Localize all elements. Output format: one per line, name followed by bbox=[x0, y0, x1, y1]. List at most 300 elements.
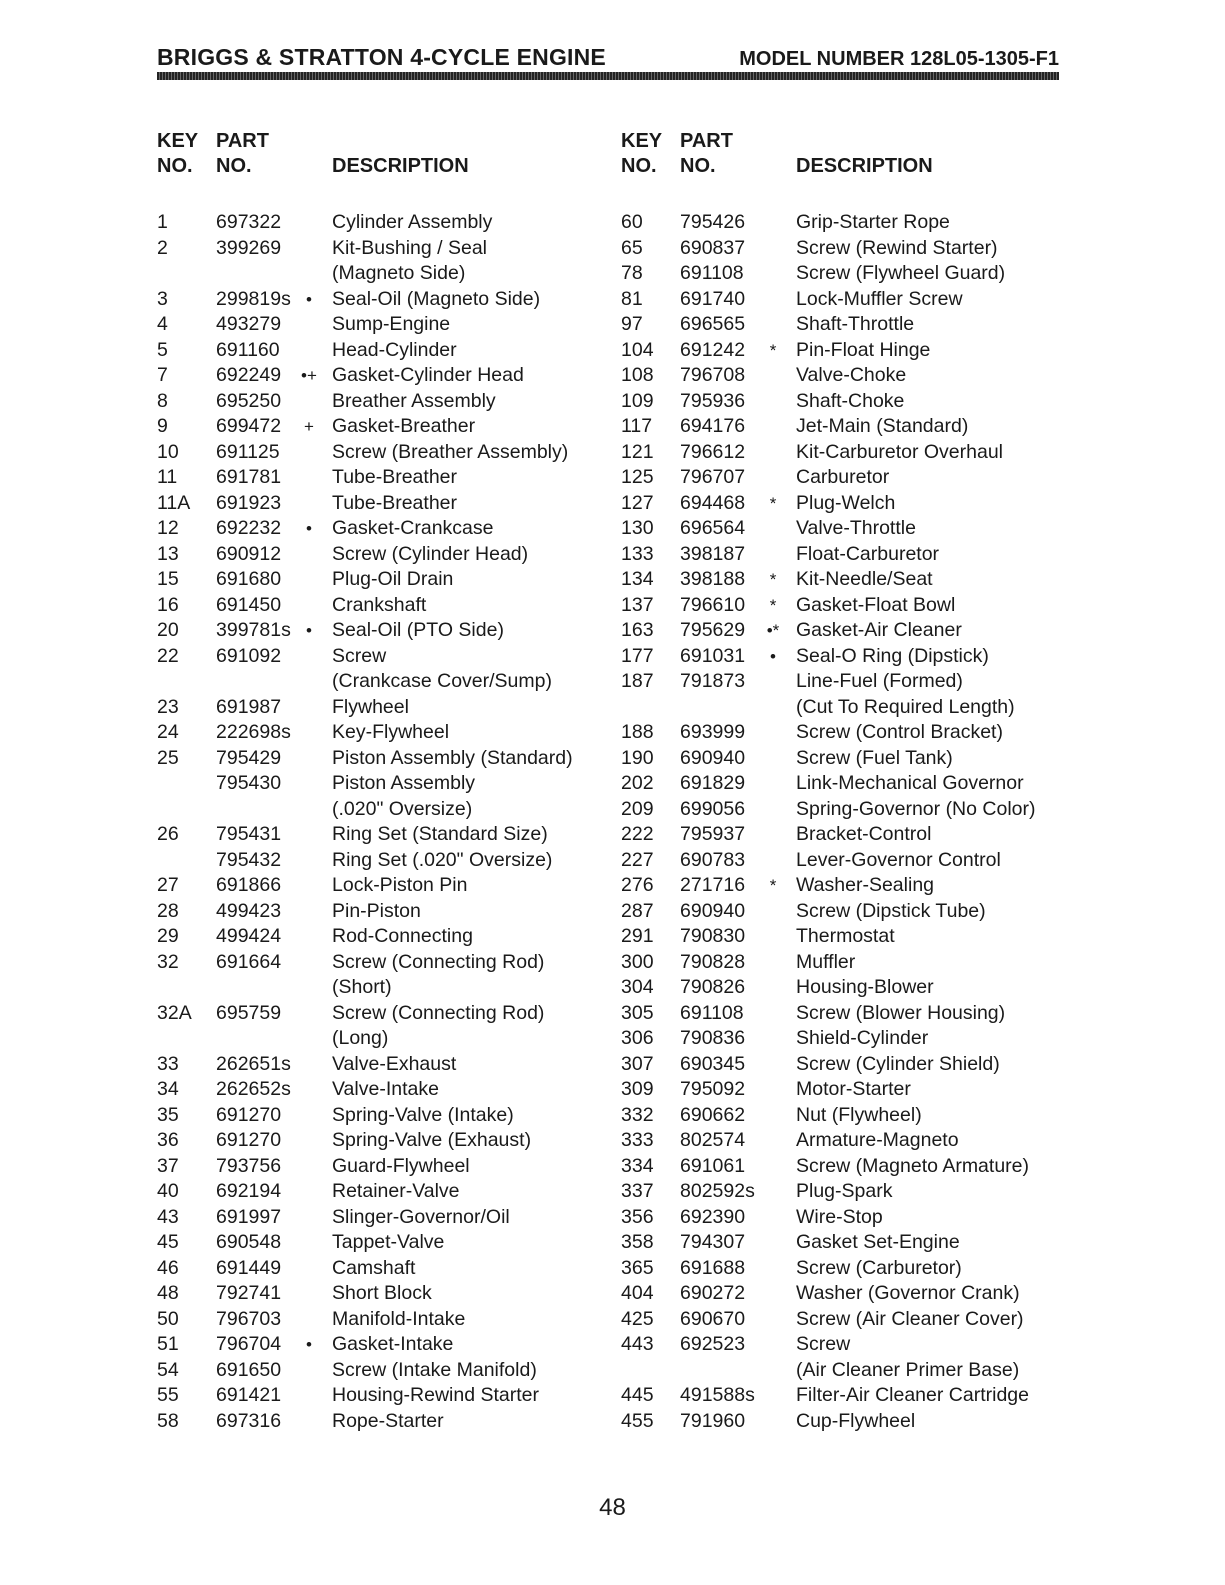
table-row bbox=[157, 873, 627, 899]
table-row bbox=[157, 950, 627, 976]
table-row bbox=[157, 312, 627, 338]
part-description: Screw bbox=[332, 644, 387, 667]
part-description: Valve-Intake bbox=[332, 1078, 439, 1100]
part-no: 695250 bbox=[216, 389, 282, 412]
part-no: 795936 bbox=[680, 389, 746, 412]
part-header-no: NO. bbox=[680, 155, 716, 177]
table-row bbox=[621, 1409, 1091, 1435]
part-no: 691664 bbox=[216, 950, 282, 973]
key-no: 78 bbox=[621, 262, 643, 284]
part-mark: •* bbox=[766, 621, 780, 640]
part-description: Screw (Fuel Tank) bbox=[796, 746, 953, 769]
part-description: Seal-Oil (Magneto Side) bbox=[332, 287, 541, 310]
part-description: Ring Set (.020" Oversize) bbox=[332, 848, 553, 871]
part-description: Gasket-Intake bbox=[332, 1333, 454, 1355]
key-no: 11 bbox=[157, 466, 178, 488]
key-no: 455 bbox=[621, 1409, 654, 1432]
part-description: Kit-Carburetor Overhaul bbox=[796, 440, 1003, 463]
key-no: 108 bbox=[621, 364, 654, 386]
table-row bbox=[621, 593, 1091, 619]
key-no: 445 bbox=[621, 1384, 654, 1406]
part-no: 690272 bbox=[680, 1282, 746, 1304]
part-no: 691987 bbox=[216, 695, 282, 718]
part-description: Screw (Cylinder Head) bbox=[332, 542, 529, 565]
part-no: 691125 bbox=[216, 440, 280, 463]
column-header bbox=[621, 130, 1091, 210]
key-no: 97 bbox=[621, 313, 643, 335]
part-description: Lock-Piston Pin bbox=[332, 874, 468, 896]
table-row bbox=[157, 771, 627, 797]
part-no: 790830 bbox=[680, 925, 746, 947]
part-description: Screw (Air Cleaner Cover) bbox=[796, 1307, 1024, 1330]
key-no: 22 bbox=[157, 644, 179, 667]
part-no: 696564 bbox=[680, 517, 746, 539]
key-no: 23 bbox=[157, 695, 179, 718]
table-row bbox=[621, 210, 1091, 236]
key-no: 121 bbox=[621, 440, 654, 463]
key-no: 20 bbox=[157, 619, 179, 641]
table-row bbox=[621, 542, 1091, 568]
table-row bbox=[157, 261, 627, 287]
part-description: Rope-Starter bbox=[332, 1409, 444, 1432]
key-no: 305 bbox=[621, 1001, 654, 1024]
part-no: 794307 bbox=[680, 1231, 746, 1253]
part-description: Short Block bbox=[332, 1282, 432, 1304]
key-no: 306 bbox=[621, 1027, 654, 1049]
part-no: 691108 bbox=[680, 1001, 744, 1024]
part-no: 690662 bbox=[680, 1103, 746, 1126]
table-row bbox=[621, 848, 1091, 874]
part-no: 796704 bbox=[216, 1333, 282, 1355]
part-mark: • bbox=[306, 519, 312, 538]
table-row bbox=[157, 1281, 627, 1307]
header-rule bbox=[157, 72, 1059, 80]
table-row bbox=[157, 236, 627, 262]
table-row bbox=[621, 363, 1091, 389]
part-mark: * bbox=[769, 595, 777, 615]
part-description: Seal-O Ring (Dipstick) bbox=[796, 644, 989, 667]
part-mark: •+ bbox=[301, 366, 317, 385]
key-header-no: NO. bbox=[621, 155, 657, 177]
key-no: 7 bbox=[157, 364, 168, 386]
part-description: Carburetor bbox=[796, 466, 890, 488]
key-no: 2 bbox=[157, 236, 168, 259]
description-header: DESCRIPTION bbox=[796, 155, 933, 177]
table-row bbox=[621, 1179, 1091, 1205]
key-no: 287 bbox=[621, 899, 654, 922]
key-no: 12 bbox=[157, 517, 179, 539]
key-no: 15 bbox=[157, 568, 179, 590]
key-no: 227 bbox=[621, 848, 654, 871]
key-no: 188 bbox=[621, 721, 654, 743]
part-header: PART bbox=[680, 130, 733, 152]
key-no: 358 bbox=[621, 1231, 654, 1253]
key-no: 45 bbox=[157, 1231, 179, 1253]
part-description: Float-Carburetor bbox=[796, 542, 940, 565]
table-row bbox=[621, 669, 1091, 695]
part-no: 795431 bbox=[216, 823, 282, 845]
table-row bbox=[157, 1358, 627, 1384]
table-row bbox=[157, 1230, 627, 1256]
table-row bbox=[157, 797, 627, 823]
part-description: Wire-Stop bbox=[796, 1205, 883, 1228]
part-no: 791873 bbox=[680, 670, 746, 692]
table-row bbox=[621, 389, 1091, 415]
table-row bbox=[157, 1154, 627, 1180]
key-no: 3 bbox=[157, 287, 168, 310]
parts-column-left bbox=[157, 130, 627, 1434]
part-description: Gasket-Crankcase bbox=[332, 517, 494, 539]
key-no: 54 bbox=[157, 1358, 179, 1381]
part-description: (Magneto Side) bbox=[332, 262, 466, 284]
key-no: 291 bbox=[621, 925, 654, 947]
part-description: Thermostat bbox=[796, 925, 895, 947]
table-row bbox=[157, 644, 627, 670]
part-description: Valve-Choke bbox=[796, 364, 907, 386]
part-no: 692249 bbox=[216, 364, 282, 386]
key-no: 81 bbox=[621, 287, 643, 310]
part-no: 691160 bbox=[216, 338, 280, 361]
part-no: 691740 bbox=[680, 287, 746, 310]
part-description: Washer-Sealing bbox=[796, 874, 935, 896]
model-number: MODEL NUMBER 128L05-1305-F1 bbox=[739, 48, 1059, 70]
description-header: DESCRIPTION bbox=[332, 155, 469, 177]
key-header: KEY bbox=[621, 130, 663, 152]
part-description: Housing-Rewind Starter bbox=[332, 1384, 540, 1406]
part-no: 699472 bbox=[216, 415, 282, 437]
part-header-no: NO. bbox=[216, 155, 252, 177]
table-row bbox=[621, 414, 1091, 440]
part-no: 691270 bbox=[216, 1129, 282, 1151]
part-no: 499424 bbox=[216, 925, 282, 947]
key-no: 46 bbox=[157, 1256, 179, 1279]
key-no: 58 bbox=[157, 1409, 179, 1432]
table-row bbox=[157, 1256, 627, 1282]
key-no: 40 bbox=[157, 1180, 179, 1202]
table-row bbox=[621, 567, 1091, 593]
part-description: (Air Cleaner Primer Base) bbox=[796, 1358, 1020, 1381]
key-no: 11A bbox=[157, 491, 191, 514]
key-no: 5 bbox=[157, 338, 168, 361]
part-no: 691680 bbox=[216, 568, 282, 590]
table-row bbox=[157, 516, 627, 542]
key-no: 307 bbox=[621, 1052, 654, 1075]
key-no: 8 bbox=[157, 389, 168, 412]
table-row bbox=[157, 210, 627, 236]
part-no: 398188 bbox=[680, 568, 746, 590]
part-description: (Long) bbox=[332, 1027, 389, 1049]
table-row bbox=[621, 312, 1091, 338]
part-no: 697316 bbox=[216, 1409, 282, 1432]
key-no: 134 bbox=[621, 568, 654, 590]
part-description: Breather Assembly bbox=[332, 389, 496, 412]
table-row bbox=[157, 1307, 627, 1333]
key-no: 1 bbox=[157, 211, 168, 233]
part-no: 691688 bbox=[680, 1256, 746, 1279]
table-row bbox=[621, 1103, 1091, 1129]
part-description: Pin-Float Hinge bbox=[796, 338, 931, 361]
part-description: Washer (Governor Crank) bbox=[796, 1282, 1020, 1304]
part-mark: • bbox=[306, 621, 312, 640]
part-no: 790836 bbox=[680, 1027, 746, 1049]
table-row bbox=[621, 1307, 1091, 1333]
part-no: 691270 bbox=[216, 1103, 282, 1126]
key-no: 443 bbox=[621, 1333, 654, 1355]
part-description: Shaft-Throttle bbox=[796, 313, 915, 335]
part-description: Cup-Flywheel bbox=[796, 1409, 916, 1432]
table-row bbox=[621, 1077, 1091, 1103]
part-description: Spring-Valve (Intake) bbox=[332, 1103, 514, 1126]
part-mark: * bbox=[769, 493, 777, 513]
part-no: 690940 bbox=[680, 746, 746, 769]
key-no: 133 bbox=[621, 542, 654, 565]
key-no: 117 bbox=[621, 415, 653, 437]
part-no: 691092 bbox=[216, 644, 282, 667]
key-header-no: NO. bbox=[157, 155, 193, 177]
part-description: Lock-Muffler Screw bbox=[796, 287, 963, 310]
part-no: 693999 bbox=[680, 721, 746, 743]
part-no: 694176 bbox=[680, 415, 746, 437]
key-no: 10 bbox=[157, 440, 179, 463]
key-no: 222 bbox=[621, 823, 654, 845]
part-description: Screw (Blower Housing) bbox=[796, 1001, 1006, 1024]
part-no: 690548 bbox=[216, 1231, 282, 1253]
key-no: 334 bbox=[621, 1154, 654, 1177]
part-description: Nut (Flywheel) bbox=[796, 1103, 922, 1126]
key-no: 177 bbox=[621, 644, 654, 667]
table-row bbox=[621, 1205, 1091, 1231]
part-description: Seal-Oil (PTO Side) bbox=[332, 619, 504, 641]
table-row bbox=[621, 924, 1091, 950]
part-no: 690912 bbox=[216, 542, 282, 565]
part-description: (Cut To Required Length) bbox=[796, 695, 1015, 718]
part-description: Link-Mechanical Governor bbox=[796, 772, 1024, 794]
part-description: Sump-Engine bbox=[332, 313, 451, 335]
part-no: 691031 bbox=[680, 644, 746, 667]
part-no: 691108 bbox=[680, 262, 744, 284]
part-no: 262652s bbox=[216, 1078, 291, 1100]
key-no: 4 bbox=[157, 313, 168, 335]
parts-list-left bbox=[157, 210, 627, 1434]
key-no: 109 bbox=[621, 389, 654, 412]
part-no: 399269 bbox=[216, 236, 282, 259]
key-no: 37 bbox=[157, 1154, 179, 1177]
part-description: Kit-Bushing / Seal bbox=[332, 236, 488, 259]
part-no: 691781 bbox=[216, 466, 282, 488]
part-description: Key-Flywheel bbox=[332, 721, 450, 743]
part-header: PART bbox=[216, 130, 269, 152]
table-row bbox=[621, 720, 1091, 746]
part-no: 795430 bbox=[216, 772, 282, 794]
key-no: 24 bbox=[157, 721, 179, 743]
part-description: Cylinder Assembly bbox=[332, 211, 493, 233]
part-no: 791960 bbox=[680, 1409, 746, 1432]
part-description: Tappet-Valve bbox=[332, 1231, 445, 1253]
parts-column-right bbox=[621, 130, 1091, 1434]
key-header: KEY bbox=[157, 130, 199, 152]
key-no: 36 bbox=[157, 1129, 179, 1151]
table-row bbox=[621, 975, 1091, 1001]
table-row bbox=[157, 389, 627, 415]
table-row bbox=[157, 465, 627, 491]
key-no: 130 bbox=[621, 517, 654, 539]
table-row bbox=[621, 338, 1091, 364]
part-no: 493279 bbox=[216, 313, 282, 335]
key-no: 356 bbox=[621, 1205, 654, 1228]
part-description: Screw (Intake Manifold) bbox=[332, 1358, 537, 1381]
part-no: 692523 bbox=[680, 1333, 746, 1355]
key-no: 43 bbox=[157, 1205, 179, 1228]
table-row bbox=[621, 1358, 1091, 1384]
part-description: Gasket-Float Bowl bbox=[796, 593, 956, 616]
part-description: Slinger-Governor/Oil bbox=[332, 1205, 510, 1228]
key-no: 28 bbox=[157, 899, 179, 922]
part-description: Manifold-Intake bbox=[332, 1307, 466, 1330]
key-no: 333 bbox=[621, 1129, 654, 1151]
part-description: Screw (Dipstick Tube) bbox=[796, 899, 986, 922]
table-row bbox=[621, 873, 1091, 899]
part-description: Jet-Main (Standard) bbox=[796, 415, 969, 437]
key-no: 300 bbox=[621, 950, 654, 973]
key-no: 32 bbox=[157, 950, 179, 973]
part-no: 696565 bbox=[680, 313, 746, 335]
part-description: Retainer-Valve bbox=[332, 1180, 460, 1202]
part-no: 796703 bbox=[216, 1307, 282, 1330]
table-row bbox=[157, 822, 627, 848]
table-row bbox=[621, 746, 1091, 772]
part-description: Motor-Starter bbox=[796, 1078, 911, 1100]
table-row bbox=[621, 287, 1091, 313]
key-no: 35 bbox=[157, 1103, 179, 1126]
part-no: 398187 bbox=[680, 542, 746, 565]
table-row bbox=[621, 1154, 1091, 1180]
part-no: 695759 bbox=[216, 1001, 282, 1024]
part-description: Camshaft bbox=[332, 1256, 416, 1279]
part-mark: • bbox=[770, 646, 776, 666]
part-no: 795629 bbox=[680, 619, 746, 641]
table-row bbox=[157, 1052, 627, 1078]
table-row bbox=[157, 669, 627, 695]
key-no: 13 bbox=[157, 542, 179, 565]
part-description: Screw (Carburetor) bbox=[796, 1256, 962, 1279]
table-row bbox=[621, 491, 1091, 517]
part-description: Tube-Breather bbox=[332, 466, 458, 488]
part-no: 691923 bbox=[216, 491, 282, 514]
key-no: 187 bbox=[621, 670, 654, 692]
part-no: 694468 bbox=[680, 491, 746, 514]
table-row bbox=[157, 848, 627, 874]
part-no: 399781s bbox=[216, 619, 291, 641]
part-no: 795092 bbox=[680, 1078, 746, 1100]
part-description: Screw bbox=[796, 1333, 851, 1355]
part-no: 692390 bbox=[680, 1205, 746, 1228]
part-mark: * bbox=[769, 340, 777, 360]
part-no: 802574 bbox=[680, 1129, 746, 1151]
key-no: 29 bbox=[157, 925, 179, 947]
table-row bbox=[621, 465, 1091, 491]
table-row bbox=[621, 618, 1091, 644]
table-row bbox=[621, 1383, 1091, 1409]
key-no: 27 bbox=[157, 874, 179, 896]
table-row bbox=[621, 1052, 1091, 1078]
part-description: Line-Fuel (Formed) bbox=[796, 670, 963, 692]
part-description: Housing-Blower bbox=[796, 976, 934, 998]
part-no: 690837 bbox=[680, 236, 746, 259]
table-row bbox=[157, 491, 627, 517]
part-no: 692194 bbox=[216, 1180, 282, 1202]
part-description: Bracket-Control bbox=[796, 823, 932, 845]
part-description: Screw (Connecting Rod) bbox=[332, 950, 545, 973]
table-row bbox=[621, 1128, 1091, 1154]
part-no: 691997 bbox=[216, 1205, 282, 1228]
key-no: 425 bbox=[621, 1307, 654, 1330]
table-row bbox=[157, 1026, 627, 1052]
parts-list-right bbox=[621, 210, 1091, 1434]
table-row bbox=[157, 363, 627, 389]
table-row bbox=[157, 1332, 627, 1358]
table-row bbox=[621, 950, 1091, 976]
part-no: 691829 bbox=[680, 772, 746, 794]
table-row bbox=[621, 1256, 1091, 1282]
key-no: 332 bbox=[621, 1103, 654, 1126]
document-title: BRIGGS & STRATTON 4-CYCLE ENGINE bbox=[157, 44, 606, 70]
part-no: 262651s bbox=[216, 1052, 291, 1075]
part-description: Plug-Welch bbox=[796, 491, 896, 514]
table-row bbox=[621, 516, 1091, 542]
part-description: Guard-Flywheel bbox=[332, 1154, 470, 1177]
table-row bbox=[157, 1077, 627, 1103]
part-description: Spring-Valve (Exhaust) bbox=[332, 1129, 532, 1151]
key-no: 276 bbox=[621, 874, 654, 896]
part-description: Filter-Air Cleaner Cartridge bbox=[796, 1384, 1029, 1406]
part-description: Gasket-Breather bbox=[332, 415, 476, 437]
part-no: 697322 bbox=[216, 211, 282, 233]
part-description: Flywheel bbox=[332, 695, 409, 718]
part-description: Grip-Starter Rope bbox=[796, 211, 950, 233]
table-row bbox=[157, 746, 627, 772]
table-row bbox=[157, 542, 627, 568]
part-description: Gasket-Cylinder Head bbox=[332, 364, 524, 386]
key-no: 34 bbox=[157, 1078, 179, 1100]
key-no: 65 bbox=[621, 236, 643, 259]
table-row bbox=[621, 771, 1091, 797]
part-description: Muffler bbox=[796, 950, 856, 973]
part-no: 795426 bbox=[680, 211, 746, 233]
part-description: Screw (Rewind Starter) bbox=[796, 236, 998, 259]
part-no: 690783 bbox=[680, 848, 746, 871]
part-description: Piston Assembly (Standard) bbox=[332, 746, 573, 769]
table-row bbox=[157, 720, 627, 746]
key-no: 304 bbox=[621, 976, 654, 998]
key-no: 163 bbox=[621, 619, 654, 641]
part-no: 690670 bbox=[680, 1307, 746, 1330]
part-description: Armature-Magneto bbox=[796, 1129, 959, 1151]
key-no: 202 bbox=[621, 772, 654, 794]
table-row bbox=[621, 899, 1091, 925]
part-description: Kit-Needle/Seat bbox=[796, 568, 933, 590]
part-description: Shield-Cylinder bbox=[796, 1027, 929, 1049]
table-row bbox=[621, 644, 1091, 670]
key-no: 51 bbox=[157, 1333, 179, 1355]
part-no: 796708 bbox=[680, 364, 746, 386]
table-row bbox=[621, 440, 1091, 466]
table-row bbox=[157, 1179, 627, 1205]
part-no: 222698s bbox=[216, 721, 291, 743]
part-description: (.020" Oversize) bbox=[332, 797, 473, 820]
part-no: 796612 bbox=[680, 440, 746, 463]
part-description: Screw (Connecting Rod) bbox=[332, 1001, 545, 1024]
part-no: 790828 bbox=[680, 950, 746, 973]
